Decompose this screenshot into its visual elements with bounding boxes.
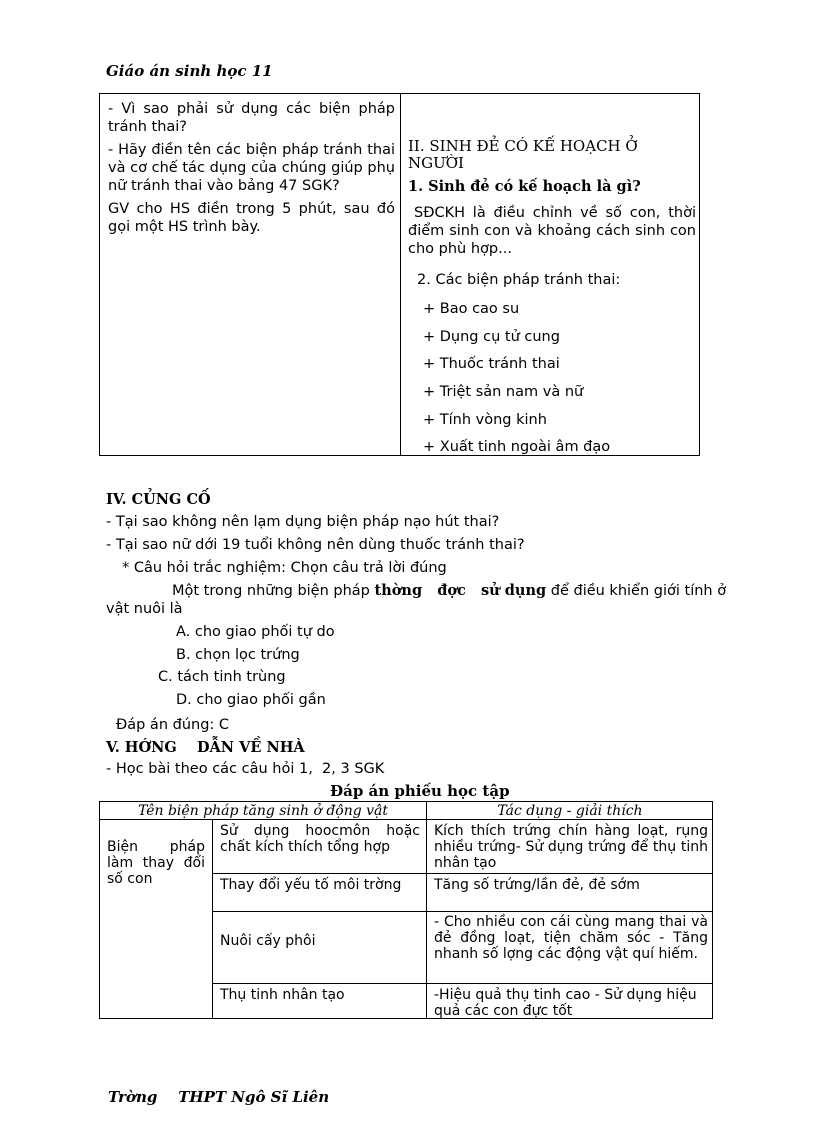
method-cell: Sử dụng hoocmôn hoặc chất kích thích tổng hợp	[220, 823, 420, 855]
option-c: C. tách tinh trùng	[158, 669, 286, 685]
method-item: + Dụng cụ tử cung	[423, 329, 560, 345]
method-cell: Thụ tinh nhân tạo	[220, 987, 345, 1003]
lesson-table	[99, 93, 700, 456]
answer-table	[99, 801, 713, 1019]
sub-title: 1. Sinh đẻ có kế hoạch là gì?	[408, 178, 641, 195]
column-header: Tên biện pháp tăng sinh ở động vật	[137, 803, 389, 819]
methods-title: 2. Các biện pháp tránh thai:	[417, 272, 621, 288]
answer-table-title: Đáp án phiếu học tập	[330, 782, 510, 800]
effect-cell: Tăng số trứng/lần đẻ, đẻ sớm	[434, 877, 640, 893]
effect-cell: Kích thích trứng chín hàng loạt, rụng nhiều trứng- Sử dụng trứng để thụ tinh nhân tạo	[434, 823, 708, 871]
method-item: + Xuất tinh ngoài âm đạo	[423, 439, 611, 455]
column-divider	[400, 94, 401, 455]
method-cell: Nuôi cấy phôi	[220, 933, 316, 949]
teacher-activities	[108, 100, 395, 241]
section-5-heading: V. HỚNG DẪN VỀ NHÀ	[106, 739, 305, 756]
teacher-instruction: GV cho HS điền trong 5 phút, sau đó gọi một HS trình bày.	[108, 201, 395, 235]
page-footer: Trờng THPT Ngô Sĩ Liên	[108, 1088, 330, 1106]
lesson-content	[408, 138, 696, 258]
effect-cell: - Cho nhiều con cái cùng mang thai và đẻ đồng loạt, tiện chăm sóc - Tăng nhanh số lợng các động vật quí hiếm.	[434, 914, 708, 962]
table-rule	[212, 983, 712, 984]
table-rule	[212, 819, 213, 1018]
method-item: + Bao cao su	[423, 301, 520, 317]
table-rule	[100, 819, 712, 820]
correct-answer: Đáp án đúng: C	[116, 717, 230, 733]
table-rule	[212, 911, 712, 912]
table-rule	[426, 802, 427, 1018]
option-b: B. chọn lọc trứng	[176, 647, 300, 663]
quiz-question-start: Một trong những biện pháp	[172, 583, 370, 599]
homework-line: - Học bài theo các câu hỏi 1, 2, 3 SGK	[106, 761, 385, 777]
method-item: + Triệt sản nam và nữ	[423, 384, 584, 400]
section-title: II. SINH ĐẺ CÓ KẾ HOẠCH Ở NGƯỜI	[408, 137, 638, 172]
quiz-question	[172, 582, 726, 599]
quiz-question-line2: vật nuôi là	[106, 601, 183, 617]
quiz-question-emphasis: thờng đợc sử dụng	[374, 582, 547, 599]
quiz-title: * Câu hỏi trắc nghiệm: Chọn câu trả lời đúng	[122, 560, 447, 576]
definition: SĐCKH là điều chỉnh về số con, thời điểm sinh con và khoảng cách sinh con cho phù hợp...	[408, 205, 696, 257]
question-2: - Hãy điền tên các biện pháp tránh thai và cơ chế tác dụng của chúng giúp phụ nữ tránh thai vào bảng 47 SGK?	[108, 142, 395, 194]
page-header: Giáo án sinh học 11	[106, 62, 273, 80]
effect-cell: -Hiệu quả thụ tinh cao - Sử dụng hiệu quả các con đực tốt	[434, 987, 697, 1019]
review-question-1: - Tại sao không nên lạm dụng biện pháp nạo hút thai?	[106, 514, 500, 530]
method-cell: Thay đổi yếu tố môi trờng	[220, 877, 402, 893]
quiz-question-end: để điều khiển giới tính ở	[550, 583, 727, 599]
table-rule	[212, 873, 712, 874]
option-a: A. cho giao phối tự do	[176, 624, 335, 640]
section-4-heading: IV. CỦNG CỐ	[106, 491, 211, 508]
option-d: D. cho giao phối gần	[176, 692, 326, 708]
column-header: Tác dụng - giải thích	[497, 803, 643, 819]
question-1: - Vì sao phải sử dụng các biện pháp tránh thai?	[108, 101, 395, 135]
method-item: + Thuốc tránh thai	[423, 356, 560, 372]
group-label: Biện pháp làm thay đổi số con	[107, 839, 205, 887]
method-item: + Tính vòng kinh	[423, 412, 547, 428]
review-question-2: - Tại sao nữ dới 19 tuổi không nên dùng thuốc tránh thai?	[106, 537, 525, 553]
